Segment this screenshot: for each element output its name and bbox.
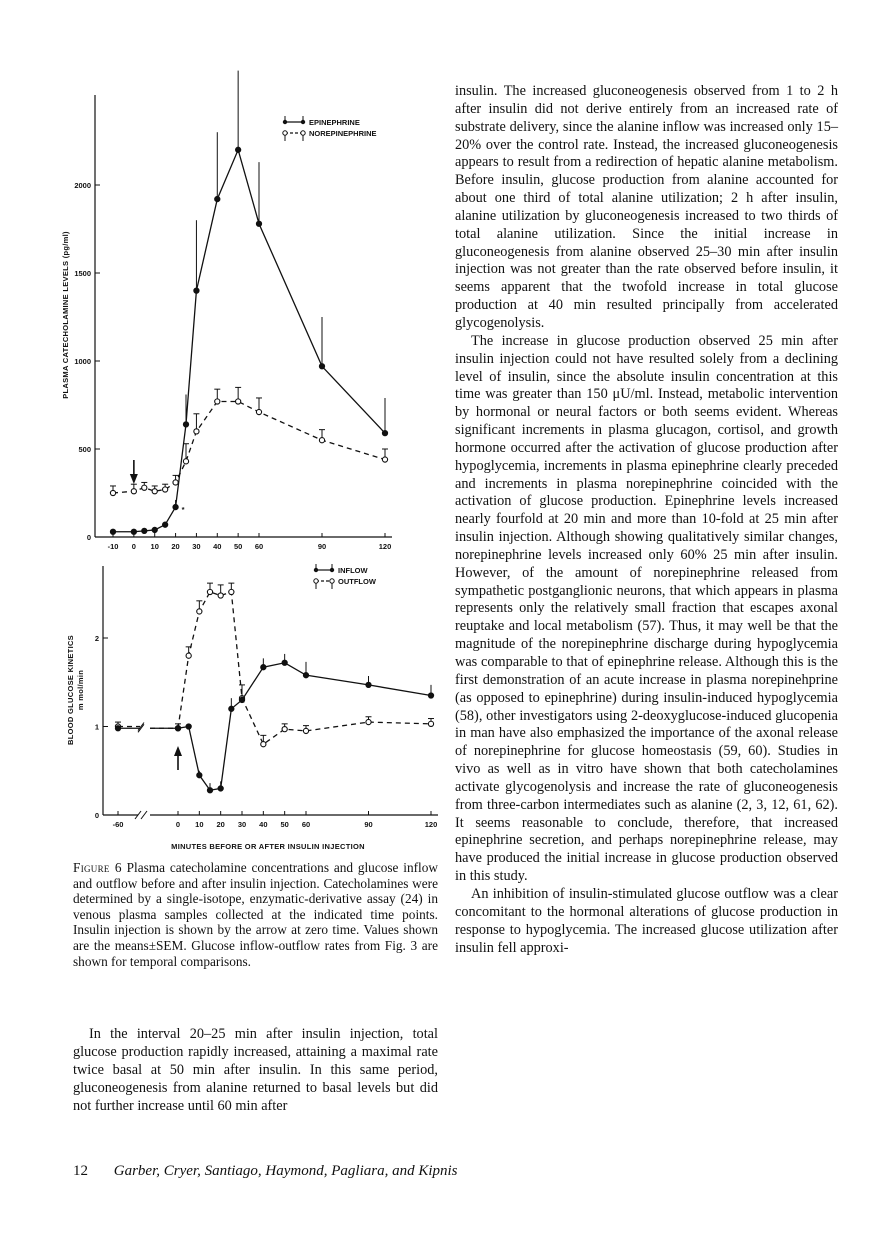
data-point <box>183 422 188 427</box>
data-point <box>207 788 212 793</box>
y-tick-label: 2000 <box>74 181 91 190</box>
left-column <box>73 1026 438 1116</box>
right-column <box>455 83 838 957</box>
x-tick-label: -10 <box>107 542 119 551</box>
data-point <box>366 719 371 724</box>
data-point <box>163 522 168 527</box>
glucose-kinetics-chart <box>66 564 438 851</box>
data-point <box>428 693 433 698</box>
x-tick-label: 40 <box>213 542 222 551</box>
legend-marker-outflow <box>314 579 318 583</box>
data-point <box>142 528 147 533</box>
y-axis-unit: m mol/min <box>76 669 85 711</box>
inflow-line <box>178 663 431 790</box>
data-point <box>115 726 120 731</box>
right-paragraph-3: An inhibition of insulin-stimulated glucose outflow was a clear concomitant to the hormonal alterations of glucose production in response to hypoglycemia. The increased glucose utilization after insulin fell approxi- <box>455 885 838 956</box>
data-point <box>218 786 223 791</box>
data-point <box>215 196 220 201</box>
x-tick-label: 10 <box>195 820 204 829</box>
x-tick-label: -60 <box>112 820 124 829</box>
legend-label-epinephrine: EPINEPHRINE <box>309 118 360 127</box>
data-point <box>366 682 371 687</box>
data-point <box>282 660 287 665</box>
data-point <box>215 399 220 404</box>
x-tick-label: 0 <box>175 820 181 829</box>
legend-marker-norepinephrine <box>301 131 305 135</box>
x-axis-label: MINUTES BEFORE OR AFTER INSULIN INJECTION <box>171 842 365 851</box>
y-axis-label: PLASMA CATECHOLAMINE LEVELS (pg/ml) <box>61 231 70 399</box>
data-point <box>110 529 115 534</box>
data-point <box>261 665 266 670</box>
left-paragraph-1: In the interval 20–25 min after insulin injection, total glucose production rapidly increased, attaining a maximal rate twice basal at 50 min after insulin. In this same period, gluconeogenesis from alanine returned to basal levels but did not further increase until 60 min after <box>73 1026 438 1114</box>
x-tick-label: 30 <box>192 542 201 551</box>
legend-label-norepinephrine: NOREPINEPHRINE <box>309 129 377 138</box>
epinephrine-line <box>113 150 385 532</box>
y-axis-label: BLOOD GLUCOSE KINETICS <box>66 635 75 745</box>
data-point <box>256 409 261 414</box>
y-tick-label: 1 <box>94 722 99 732</box>
data-point <box>382 431 387 436</box>
data-point <box>183 459 188 464</box>
data-point <box>319 364 324 369</box>
norepinephrine-line <box>113 401 385 493</box>
figure-caption <box>73 860 438 969</box>
data-point <box>186 653 191 658</box>
y-tick-label: 0 <box>94 811 99 820</box>
data-point <box>110 490 115 495</box>
x-tick-label: 60 <box>254 542 264 551</box>
figure-6 <box>0 0 450 860</box>
x-tick-label: 0 <box>131 542 136 551</box>
significance-asterisk: * <box>181 505 185 514</box>
legend-label-outflow: OUTFLOW <box>338 577 376 586</box>
data-point <box>197 773 202 778</box>
right-paragraph-2: The increase in glucose production observed 25 min after insulin injection could not have resulted solely from a declining level of insulin, since the absolute insulin concentration at this time was greater than 150 μU/ml. Instead, metabolic intervention by hormonal or neural factors or both seems evident. Whereas significant increments in plasma glucagon, cortisol, and growth hormone occurred after the activation of glucose production after hypoglycemia, increments in plasma epinephrine clearly preceded and increments in plasma norepinephrine coincided with the activation of glucose production. Epinephrine levels increased nearly fourfold at 20 min and more than 10-fold at 25 min after insulin injection. Although showing qualitatively similar changes, norepinephrine levels increased only 60% 25 min after insulin. However, of the amount of norepinephrine released from sympathetic postganglionic neurons, that which appears in plasma represents only the relatively small fraction that escapes axonal reuptake and local metabolism (57). Thus, it may well be that the magnitude of the norepinephrine discharge during hypoglycemia was comparable to that of epinephrine release. Although this is the first demonstration of an acute increase in plasma norepinehprine (as opposed to epinephrine) during insulin-induced hypoglycemia (58), other investigators using 2-deoxyglucose-induced glucopenia in man have also emphasized the importance of the axonal release of norepinephrine for glucose homeostasis (59, 60). Studies in vivo as well as in vitro have shown that both catecholamines activate glycogenolysis and increase the rate of gluconeogenesis from three-carbon intermediates such as alanine (2, 3, 12, 61, 62). It seems reasonable to conclude, therefore, that increased epinephrine secretion, and perhaps norepinephrine release, may have produced the initial increase in glucose production observed in this study. <box>455 332 838 885</box>
page-footer <box>73 1163 773 1180</box>
x-tick-label: 120 <box>424 820 438 829</box>
data-point <box>319 438 324 443</box>
data-point <box>131 529 136 534</box>
x-tick-label: 10 <box>150 542 159 551</box>
data-point <box>229 706 234 711</box>
data-point <box>194 429 199 434</box>
data-point <box>261 742 266 747</box>
data-point <box>175 726 180 731</box>
data-point <box>163 487 168 492</box>
y-tick-label: 1000 <box>74 357 91 366</box>
data-point <box>207 589 212 594</box>
data-point <box>236 399 241 404</box>
data-point <box>239 697 244 702</box>
data-point <box>152 527 157 532</box>
data-point <box>218 593 223 598</box>
data-point <box>303 728 308 733</box>
x-tick-label: 60 <box>301 820 311 829</box>
data-point <box>142 485 147 490</box>
data-point <box>303 673 308 678</box>
data-point <box>194 288 199 293</box>
data-point <box>152 489 157 494</box>
x-tick-label: 90 <box>364 820 373 829</box>
y-tick-label: 1500 <box>74 269 91 278</box>
figure-caption-text: Plasma catecholamine concentrations and glucose inflow and outflow before and after insulin injection. Catecholamines were determined by a single-isotope, enzymatic-derivative assay (24) in venous plasma samples collected at the indicated time points. Insulin injection is shown by the arrow at zero time. Values shown are the means±SEM. Glucose inflow-outflow rates from Fig. 3 are shown for temporal comparisons. <box>73 860 439 969</box>
data-point <box>428 721 433 726</box>
data-point <box>236 147 241 152</box>
y-tick-label: 2 <box>94 634 99 643</box>
y-tick-label: 500 <box>78 445 91 454</box>
data-point <box>197 609 202 614</box>
outflow-line <box>178 592 431 744</box>
insulin-arrowhead <box>174 746 182 756</box>
data-point <box>173 480 178 485</box>
x-tick-label: 50 <box>233 542 243 551</box>
x-tick-label: 40 <box>259 820 268 829</box>
data-point <box>282 727 287 732</box>
x-tick-label: 50 <box>280 820 289 829</box>
x-tick-label: 20 <box>171 542 180 551</box>
page-number: 12 <box>73 1163 88 1179</box>
legend-label-inflow: INFLOW <box>338 566 368 575</box>
axis-break <box>141 811 147 819</box>
data-point <box>256 221 261 226</box>
x-tick-label: 20 <box>216 820 225 829</box>
x-tick-label: 30 <box>237 820 247 829</box>
figure-label: Figure 6 <box>73 860 122 875</box>
data-point <box>229 589 234 594</box>
data-point <box>382 457 387 462</box>
data-point <box>186 724 191 729</box>
data-point <box>173 504 178 509</box>
author-list: Garber, Cryer, Santiago, Haymond, Pagliara, and Kipnis <box>113 1163 458 1179</box>
right-paragraph-1: insulin. The increased gluconeogenesis observed from 1 to 2 h after insulin did not derive entirely from an increased rate of substrate delivery, since the alanine inflow was increased only 15–20% over the control rate. Instead, the increased gluconeogenesis appears to result from a redirection of hepatic alanine metabolism. Before insulin, glucose production from alanine accounted for about one third of total alanine utilization; 2 h after insulin, alanine utilization by gluconeogenesis increased to two thirds of total alanine utilization. Since the initial increase in gluconeogenesis from alanine observed 25–30 min after insulin injection was not greater than the rate observed before insulin, it seems apparent that the twofold increase in total glucose production at 40 min resulted principally from accelerated glycogenolysis. <box>455 83 838 331</box>
y-tick-label: 0 <box>86 533 91 542</box>
x-tick-label: 120 <box>378 542 392 551</box>
legend-marker-norepinephrine <box>283 131 287 135</box>
insulin-arrowhead <box>130 474 138 484</box>
legend-marker-outflow <box>330 579 334 583</box>
catecholamine-chart <box>61 71 392 551</box>
x-tick-label: 90 <box>317 542 327 551</box>
data-point <box>131 489 136 494</box>
